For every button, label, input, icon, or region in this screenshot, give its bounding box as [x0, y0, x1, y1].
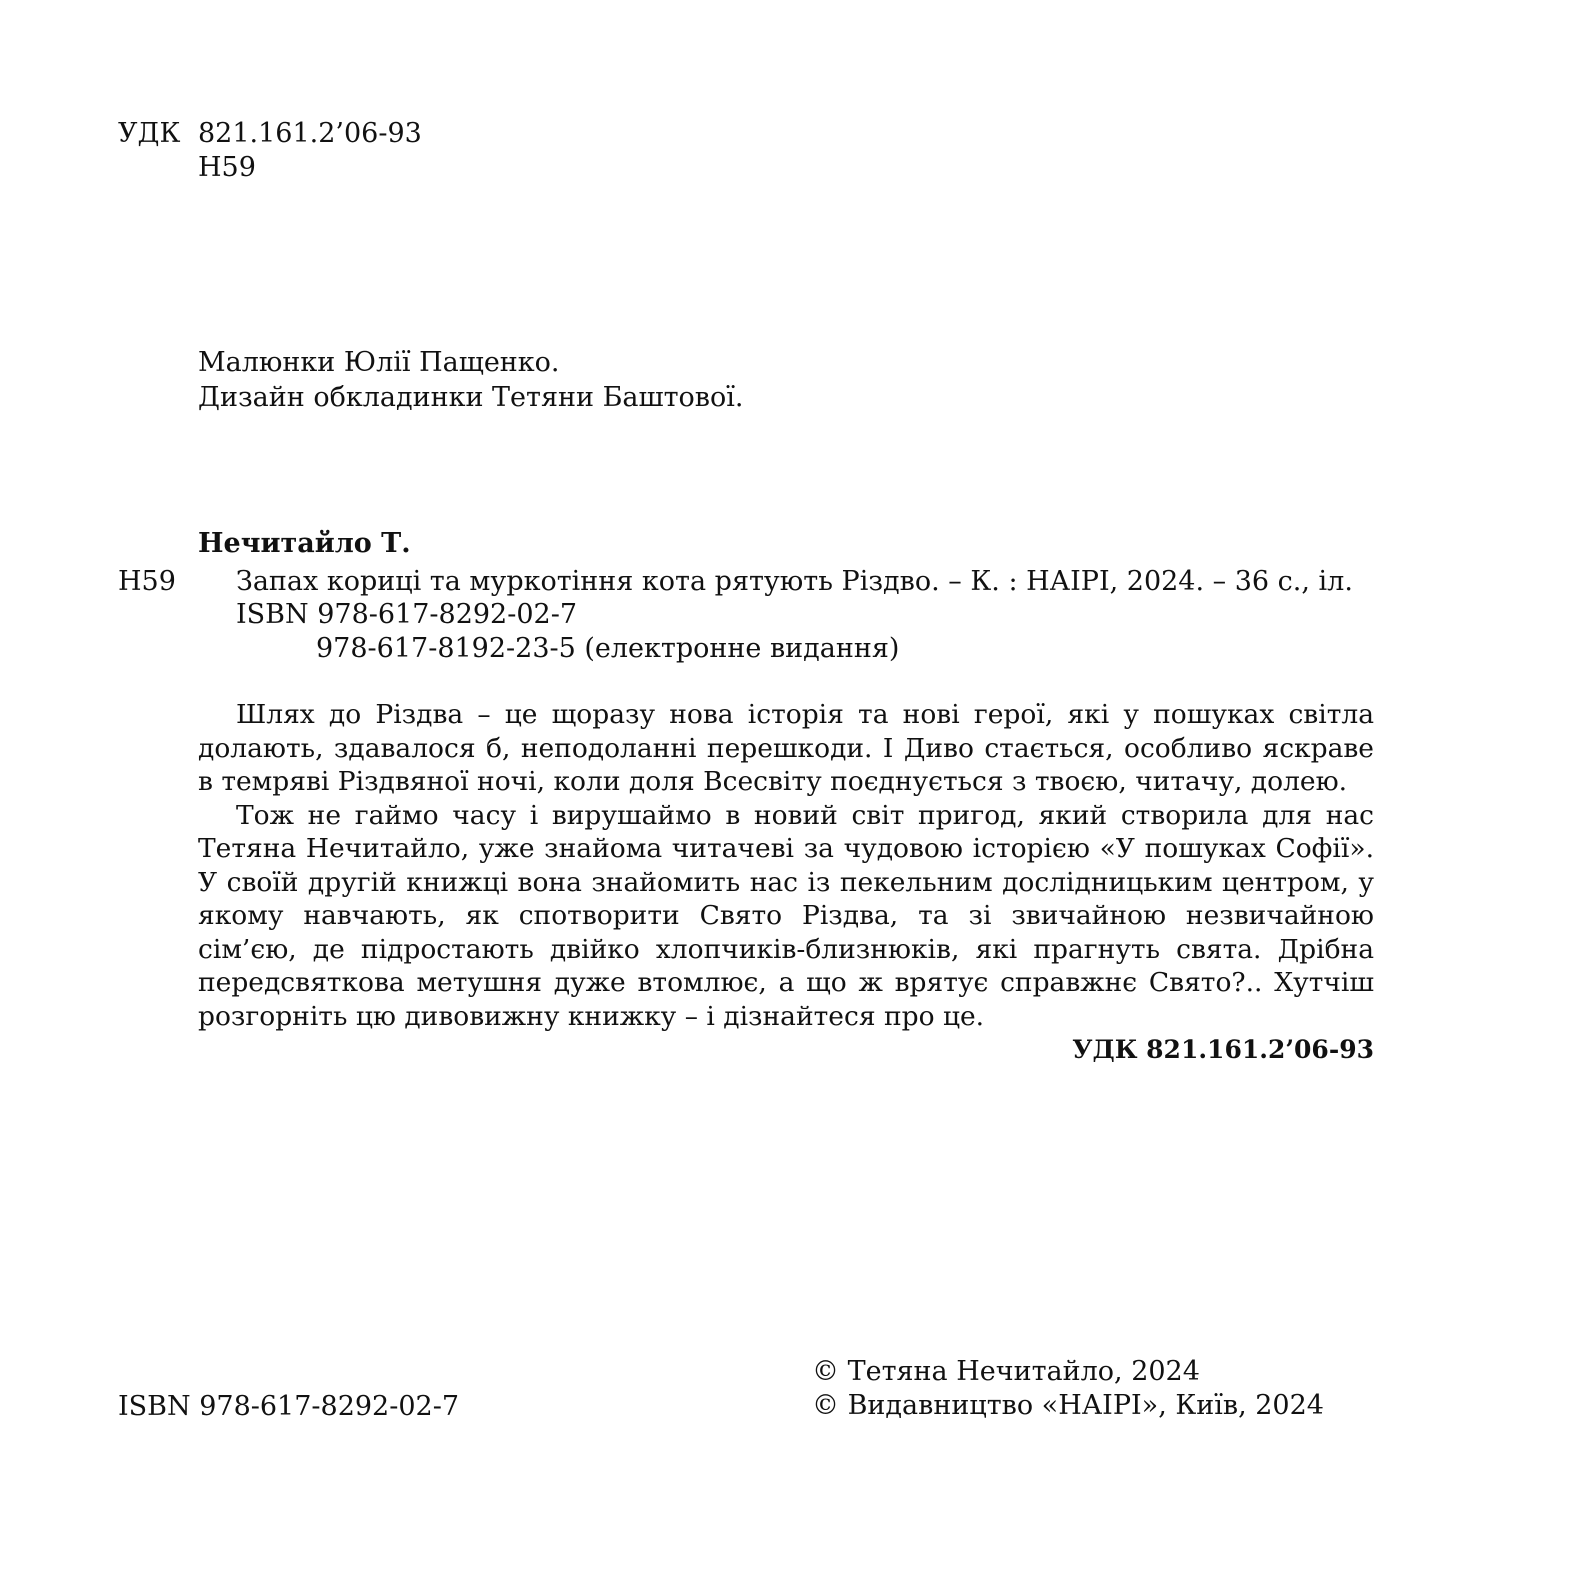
abstract-block	[198, 698, 1374, 1033]
catalog-title-line: Запах кориці та муркотіння кота рятують Різдво. – К. : НАІРІ, 2024. – 36 с., іл.	[236, 566, 1353, 597]
copyright-publisher: © Видавництво «НАІРІ», Київ, 2024	[812, 1390, 1324, 1421]
footer-isbn: ISBN 978-617-8292-02-7	[118, 1391, 460, 1422]
abstract-paragraph-2: Тож не гаймо часу і вирушаймо в новий світ пригод, який створила для нас Тетяна Нечитайло, уже знайома читачеві за чудовою історією «У пошуках Софії». У своїй другій книжці вона знайомить нас із пекельним дослідницьким центром, у якому навчають, як спотворити Свято Різдва, та зі звичайною незвичайною сім’єю, де підростають двійко хлопчиків-близнюків, які прагнуть свята. Дрібна передсвяткова метушня дуже втомлює, а що ж врятує справжнє Свято?.. Хутчіш розгорніть цю дивовижну книжку – і дізнайтеся про це.	[198, 799, 1374, 1032]
abstract-paragraph-1: Шлях до Різдва – це щоразу нова історія та нові герої, які у пошуках світла долають, здавалося б, неподоланні перешкоди. І Диво стається, особливо яскраве в темряві Різдвяної ночі, коли доля Всесвіту поєднується з твоєю, читачу, долею.	[198, 699, 1374, 797]
catalog-author: Нечитайло Т.	[198, 528, 411, 559]
catalog-isbn-electronic: 978-617-8192-23-5 (електронне видання)	[316, 633, 900, 664]
abstract-udk: УДК 821.161.2’06-93	[1072, 1035, 1374, 1064]
copyright-author: © Тетяна Нечитайло, 2024	[812, 1356, 1200, 1387]
catalog-isbn: ISBN 978-617-8292-02-7	[236, 599, 578, 630]
credits-block	[198, 346, 743, 416]
cover-design-credit: Дизайн обкладинки Тетяни Баштової.	[198, 382, 744, 413]
catalog-author-sign: Н59	[118, 566, 176, 597]
udk-label: УДК	[118, 118, 181, 149]
author-sign-header: Н59	[198, 152, 256, 183]
udk-code: 821.161.2’06-93	[198, 118, 422, 149]
copyright-block	[812, 1355, 1324, 1423]
illustrations-credit: Малюнки Юлії Пащенко.	[198, 347, 560, 378]
